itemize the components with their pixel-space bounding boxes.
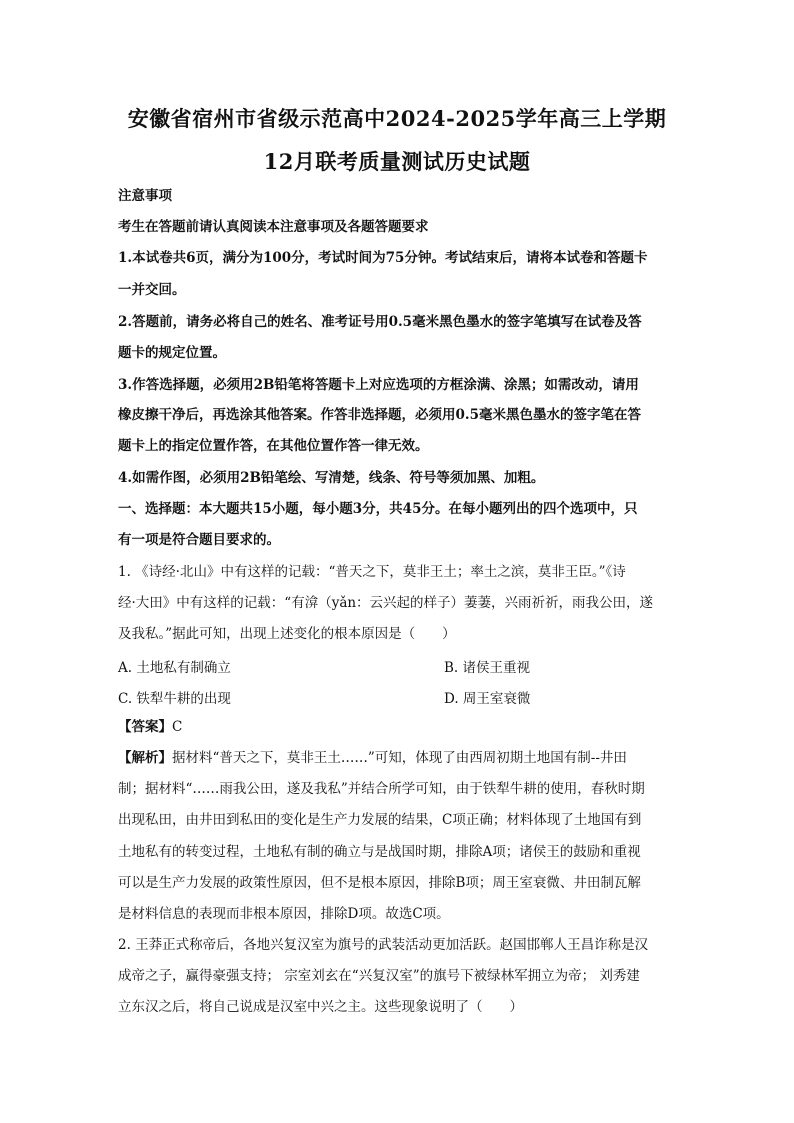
question-1-analysis-line5: 可以是生产力发展的政策性原因，但不是根本原因，排除B项；周王室衰微、井田制瓦解 [118,875,641,891]
document-title-line2: 12月联考质量测试历史试题 [263,149,531,174]
notice-item-4: 4.如需作图，必须用2B铅笔绘、写清楚，线条、符号等须加黑、加粗。 [118,470,545,486]
document-title-line1: 安徽省宿州市省级示范高中2024-2025学年高三上学期 [127,106,667,131]
question-1-stem-line3: 及我私。”据此可知，出现上述变化的根本原因是（ ） [118,626,456,642]
notice-item-2-line2: 题卡的规定位置。 [118,345,226,361]
notice-item-3-line3: 题卡上的指定位置作答，在其他位置作答一律无效。 [118,438,429,454]
answer-label: 【答案】 [118,719,172,735]
answer-value: C [172,719,183,735]
question-1-answer [118,718,688,736]
analysis-text: 据材料“普天之下，莫非王土……”可知，体现了由西周初期土地国有制--井田 [172,750,627,766]
notice-item-1-line1: 1.本试卷共6页，满分为100分，考试时间为75分钟。考试结束后，请将本试卷和答题卡 [118,250,648,266]
notice-item-3-line1: 3.作答选择题，必须用2B铅笔将答题卡上对应选项的方框涂满、涂黑；如需改动，请用 [118,377,639,393]
section-heading-line2: 有一项是符合题目要求的。 [118,532,280,548]
notice-item-2-line1: 2.答题前，请务必将自己的姓名、准考证号用0.5毫米黑色墨水的签字笔填写在试卷及答 [118,314,642,330]
analysis-label: 【解析】 [118,750,172,766]
question-1-option-a: A. 土地私有制确立 [118,660,231,676]
question-1-option-b: B. 诸侯王重视 [444,660,531,676]
question-2-stem-line3: 立东汉之后，将自己说成是汉室中兴之主。这些现象说明了（ ） [118,999,523,1015]
question-1-option-d: D. 周王室衰微 [444,691,531,707]
question-1-analysis-line6: 是材料信息的表现而非根本原因，排除D项。故选C项。 [118,906,450,922]
question-1-stem-line1: 1. 《诗经·北山》中有这样的记载：“普天之下，莫非王土；率土之滨，莫非王臣。”《诗 [118,564,626,580]
notice-intro: 考生在答题前请认真阅读本注意事项及各题答题要求 [118,219,429,235]
question-1-analysis-line3: 出现私田，由井田到私田的变化是生产力发展的结果，C项正确；材料体现了土地国有到 [118,812,642,828]
question-1-stem-line2: 经·大田》中有这样的记载：“有渰（yǎn：云兴起的样子）萋萋，兴雨祈祈，雨我公田，遂 [118,595,654,611]
notice-item-1-line2: 一并交回。 [118,282,186,298]
question-1-analysis-line4: 土地私有的转变过程，土地私有制的确立与是战国时期，排除A项；诸侯王的鼓励和重视 [118,844,641,860]
question-1-analysis-line2: 制；据材料“……雨我公田，遂及我私”并结合所学可知，由于铁犁牛耕的使用，春秋时期 [118,781,645,797]
question-1-analysis-line1 [118,749,688,767]
notice-item-3-line2: 橡皮擦干净后，再选涂其他答案。作答非选择题，必须用0.5毫米黑色墨水的签字笔在答 [118,407,641,423]
notice-heading: 注意事项 [118,188,172,204]
question-2-stem-line2: 成帝之子，赢得豪强支持； 宗室刘玄在“兴复汉室”的旗号下被绿林军拥立为帝； 刘秀建 [118,968,640,984]
question-2-stem-line1: 2. 王莽正式称帝后，各地兴复汉室为旗号的武装活动更加活跃。赵国邯郸人王昌诈称是汉 [118,937,649,953]
question-1-option-c: C. 铁犁牛耕的出现 [118,691,231,707]
section-heading-line1: 一、选择题：本大题共15小题，每小题3分，共45分。在每小题列出的四个选项中，只 [118,501,638,517]
